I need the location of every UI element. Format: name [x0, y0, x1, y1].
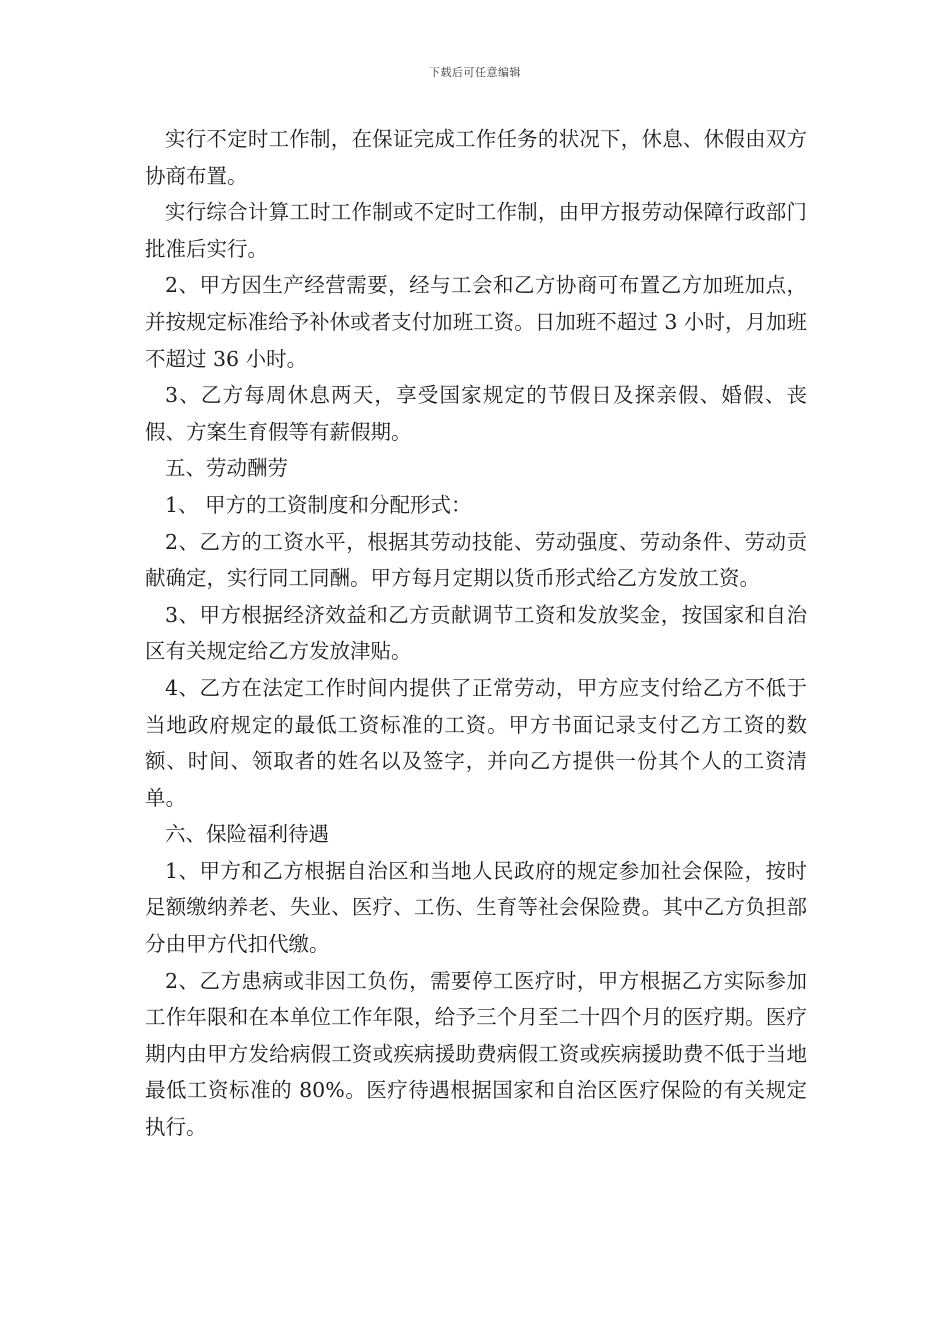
- document-body: [145, 121, 807, 1146]
- paragraph-wage-system: 1、 甲方的工资制度和分配形式：: [165, 492, 472, 517]
- paragraph-bonus-allowance: 3、甲方根据经济效益和乙方贡献调节工资和发放奖金，按国家和自治区有关规定给乙方发放津贴。: [145, 602, 807, 664]
- paragraph-social-insurance: 1、甲方和乙方根据自治区和当地人民政府的规定参加社会保险，按时足额缴纳养老、失业、医疗、工伤、生育等社会保险费。其中乙方负担部分由甲方代扣代缴。: [145, 858, 807, 957]
- section-heading-insurance: 六、保险福利待遇: [165, 822, 329, 847]
- paragraph-comprehensive-hours: 实行综合计算工时工作制或不定时工作制，由甲方报劳动保障行政部门批准后实行。: [145, 200, 807, 261]
- paragraph-wage-level: 2、乙方的工资水平，根据其劳动技能、劳动强度、劳动条件、劳动贡献确定，实行同工同酬。甲方每月定期以货币形式给乙方发放工资。: [145, 529, 807, 591]
- paragraph-overtime: 2、甲方因生产经营需要，经与工会和乙方协商可布置乙方加班加点，并按规定标准给予补休或者支付加班工资。日加班不超过 3 小时，月加班不超过 36 小时。: [145, 273, 807, 371]
- paragraph-medical-leave: 2、乙方患病或非因工负伤，需要停工医疗时，甲方根据乙方实际参加工作年限和在本单位工作年限，给予三个月至二十四个月的医疗期。医疗期内由甲方发给病假工资或疾病援助费病假工资或疾病援助费不低于当地最低工资标准的 80%。医疗待遇根据国家和自治区医疗保险的有关规定执行。: [145, 968, 807, 1140]
- paragraph-minimum-wage: 4、乙方在法定工作时间内提供了正常劳动，甲方应支付给乙方不低于当地政府规定的最低工资标准的工资。甲方书面记录支付乙方工资的数额、时间、领取者的姓名以及签字，并向乙方提供一份其个人的工资清单。: [145, 675, 807, 810]
- paragraph-flexible-hours: 实行不定时工作制，在保证完成工作任务的状况下，休息、休假由双方协商布置。: [145, 127, 807, 188]
- page-header: 下载后可任意编辑: [429, 66, 521, 79]
- paragraph-rest-days: 3、乙方每周休息两天，享受国家规定的节假日及探亲假、婚假、丧假、方案生育假等有薪假期。: [145, 383, 807, 444]
- section-heading-remuneration: 五、劳动酬劳: [165, 456, 288, 481]
